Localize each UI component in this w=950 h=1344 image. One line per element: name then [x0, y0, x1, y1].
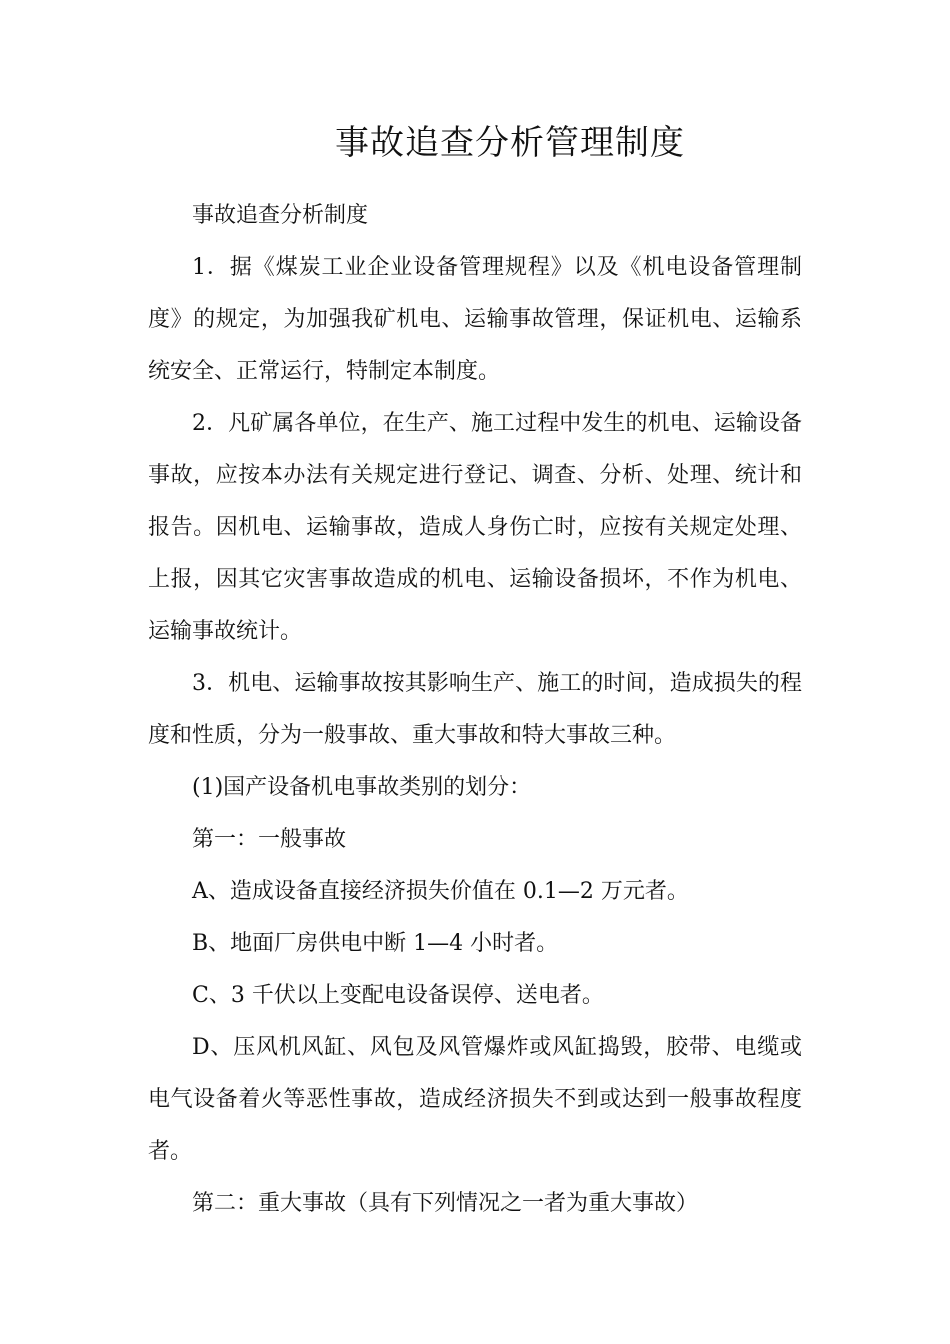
paragraph-category-heading: (1)国产设备机电事故类别的划分：: [192, 775, 532, 800]
paragraph-1: 1．据《煤炭工业企业设备管理规程》以及《机电设备管理制度》的规定，为加强我矿机电、运输事故管理，保证机电、运输系统安全、正常运行，特制定本制度。: [148, 255, 802, 384]
document-title: 事故追查分析管理制度: [335, 123, 685, 163]
paragraph-item-c: C、3 千伏以上变配电设备误停、送电者。: [192, 983, 604, 1008]
paragraph-heading: 事故追查分析制度: [192, 203, 369, 228]
paragraph-item-d: D、压风机风缸、风包及风管爆炸或风缸捣毁，胶带、电缆或电气设备着火等恶性事故，造成经济损失不到或达到一般事故程度者。: [148, 1035, 802, 1164]
paragraph-general-accident: 第一：一般事故: [192, 827, 347, 852]
paragraph-item-b: B、地面厂房供电中断 1—4 小时者。: [192, 931, 559, 956]
paragraph-major-accident: 第二：重大事故（具有下列情况之一者为重大事故）: [192, 1191, 699, 1216]
paragraph-3: 3．机电、运输事故按其影响生产、施工的时间，造成损失的程度和性质，分为一般事故、重大事故和特大事故三种。: [148, 671, 802, 748]
document-body: [148, 190, 802, 1230]
paragraph-2: 2．凡矿属各单位，在生产、施工过程中发生的机电、运输设备事故，应按本办法有关规定进行登记、调查、分析、处理、统计和报告。因机电、运输事故，造成人身伤亡时，应按有关规定处理、上报，因其它灾害事故造成的机电、运输设备损坏，不作为机电、运输事故统计。: [148, 411, 802, 644]
paragraph-item-a: A、造成设备直接经济损失价值在 0.1—2 万元者。: [192, 879, 689, 904]
